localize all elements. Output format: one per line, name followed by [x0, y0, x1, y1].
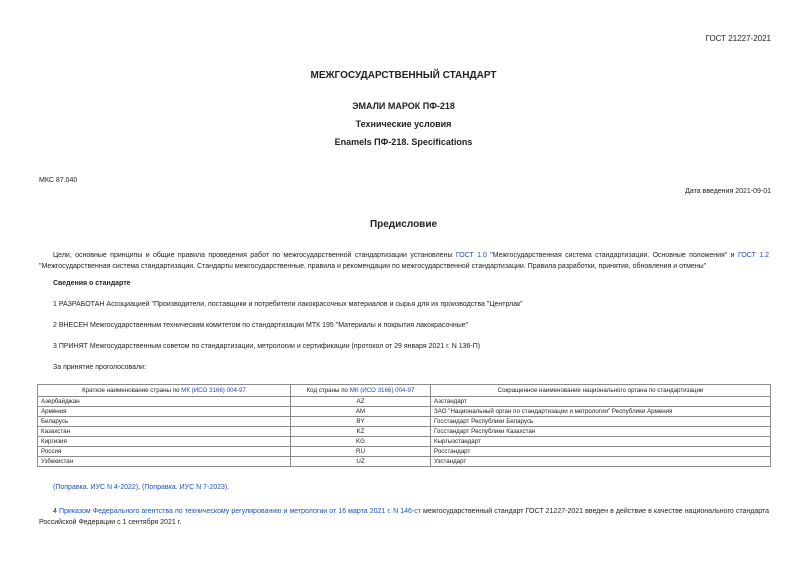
- code-cell: AM: [291, 407, 431, 417]
- adopted-by-item: 3 ПРИНЯТ Межгосударственным советом по стандартизации, метрологии и сертификации (протокол от 29 января 2021 г. N 136-П): [53, 343, 481, 350]
- document-number: ГОСТ 21227-2021: [705, 34, 771, 43]
- gost-1-2-link[interactable]: ГОСТ 1.2: [737, 252, 769, 259]
- table-row: [38, 397, 771, 407]
- table-header-row: [38, 385, 771, 397]
- mk-iso-link[interactable]: МК (ИСО 3166) 004-97: [349, 387, 415, 394]
- paragraph-text: межгосударственный стандарт ГОСТ 21227-2021 введен в действие в качестве национального стандарта Российской Федерации с 1 сентября 2021 г.: [39, 508, 770, 526]
- voted-for-label: За принятие проголосовали:: [53, 364, 146, 371]
- country-cell: Армения: [38, 407, 291, 417]
- body-column-header: Сокращенное наименование национального органа по стандартизации: [431, 385, 771, 397]
- mks-code: МКС 87.040: [39, 177, 78, 184]
- introduced-by-item: 2 ВНЕСЕН Межгосударственным техническим комитетом по стандартизации МТК 195 "Материалы и покрытия лакокрасочные": [53, 322, 469, 329]
- mk-iso-link[interactable]: МК (ИСО 3166) 004-97: [181, 387, 246, 394]
- country-cell: Беларусь: [38, 417, 291, 427]
- paragraph-text: Цели, основные принципы и общие правила проведения работ по межгосударственной стандартизации установлены: [53, 252, 456, 259]
- table-row: [38, 427, 771, 437]
- country-column-header: [38, 385, 291, 397]
- standard-subtitle: Технические условия: [355, 119, 452, 129]
- code-cell: KZ: [291, 427, 431, 437]
- body-cell: Росстандарт: [431, 447, 771, 457]
- standard-name: ЭМАЛИ МАРОК ПФ-218: [352, 101, 455, 111]
- developed-by-item: 1 РАЗРАБОТАН Ассоциацией "Производители, поставщики и потребители лакокрасочных материалов и сырья для их производства "Центрлак": [53, 301, 523, 308]
- end-text: .: [227, 484, 230, 491]
- code-cell: BY: [291, 417, 431, 427]
- paragraph-text: "Межгосударственная система стандартизации. Стандарты межгосударственные, правила и рекомендации по межгосударственной стандартизации. Правила разработки, принятия, обновления и отмены": [39, 263, 707, 270]
- code-cell: UZ: [291, 457, 431, 467]
- standard-name-english: Enamels ПФ-218. Specifications: [334, 137, 473, 147]
- table-row: [38, 457, 771, 467]
- table-row: [38, 407, 771, 417]
- amendment-link[interactable]: (Поправка. ИУС N 4-2022): [53, 484, 139, 491]
- body-cell: ЗАО "Национальный орган по стандартизации и метрологии" Республики Армения: [431, 407, 771, 417]
- table-row: [38, 417, 771, 427]
- order-link[interactable]: Приказом Федерального агентства по техническому регулированию и метрологии от 16 марта 2021 г. N 146-ст: [58, 508, 421, 515]
- body-cell: Узстандарт: [431, 457, 771, 467]
- country-cell: Азербайджан: [38, 397, 291, 407]
- document-category-title: МЕЖГОСУДАРСТВЕННЫЙ СТАНДАРТ: [310, 70, 497, 81]
- body-cell: Азстандарт: [431, 397, 771, 407]
- paragraph-text: "Межгосударственная система стандартизации. Основные положения" и: [486, 252, 738, 259]
- voting-countries-table: [37, 384, 771, 467]
- code-cell: RU: [291, 447, 431, 457]
- body-cell: Кыргызстандарт: [431, 437, 771, 447]
- header-text: Краткое наименование страны по: [82, 387, 182, 394]
- amendments-line: [53, 484, 229, 491]
- foreword-paragraph: [39, 250, 769, 272]
- standard-info-heading: Сведения о стандарте: [53, 280, 131, 287]
- country-cell: Узбекистан: [38, 457, 291, 467]
- header-text: Код страны по: [306, 387, 350, 394]
- table-row: [38, 447, 771, 457]
- introduction-date: Дата введения 2021-09-01: [685, 188, 771, 195]
- country-cell: Казахстан: [38, 427, 291, 437]
- table-row: [38, 437, 771, 447]
- order-paragraph: [39, 506, 769, 528]
- body-cell: Госстандарт Республики Беларусь: [431, 417, 771, 427]
- country-cell: Киргизия: [38, 437, 291, 447]
- amendment-link[interactable]: (Поправка. ИУС N 7-2023): [142, 484, 228, 491]
- separator-text: ,: [138, 484, 143, 491]
- code-cell: KG: [291, 437, 431, 447]
- item-number: 4: [53, 508, 59, 515]
- code-column-header: [291, 385, 431, 397]
- body-cell: Госстандарт Республики Казахстан: [431, 427, 771, 437]
- foreword-heading: Предисловие: [369, 219, 438, 230]
- country-cell: Россия: [38, 447, 291, 457]
- code-cell: AZ: [291, 397, 431, 407]
- gost-1-0-link[interactable]: ГОСТ 1.0: [455, 252, 487, 259]
